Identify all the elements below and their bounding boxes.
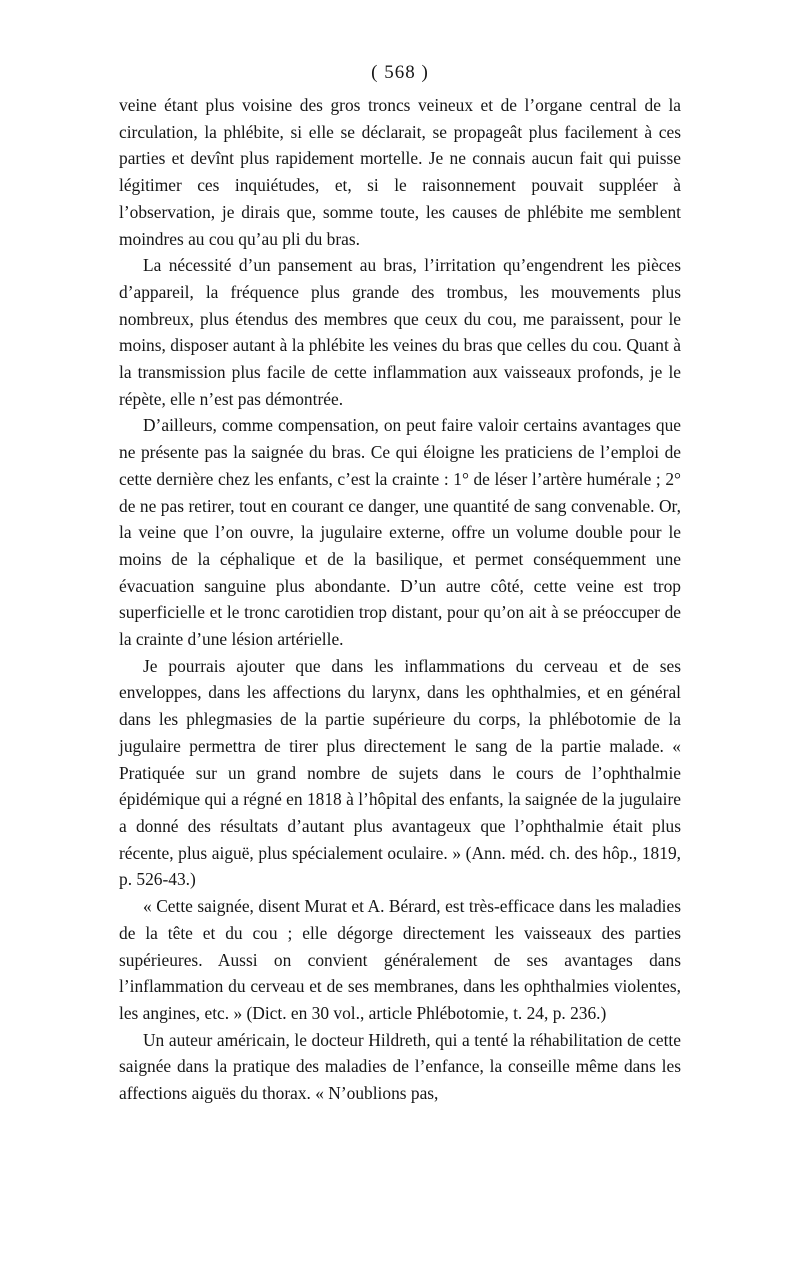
- book-page: [119, 58, 681, 1107]
- paragraph-inflammations: Je pourrais ajouter que dans les inflammations du cerveau et de ses enveloppes, dans les affections du larynx, dans les ophthalmies, et en général dans les phlegmasies de la partie supérieure du corps, la phlébotomie de la jugulaire permettra de tirer plus directement le sang de la partie malade. « Pratiquée sur un grand nombre de sujets dans le cours de l’ophthalmie épidémique qui a régné en 1818 à l’hôpital des enfants, la saignée de la jugulaire a donné des résultats d’autant plus avantageux que l’ophthalmie était plus récente, plus aiguë, plus spécialement oculaire. » (Ann. méd. ch. des hôp., 1819, p. 526-43.): [119, 655, 681, 890]
- paragraph-quotation: « Cette saignée, disent Murat et A. Bérard, est très-efficace dans les maladies de la tête et du cou ; elle dégorge directement les vaisseaux des parties supérieures. Aussi on convient généralement de ses avantages dans l’inflammation du cerveau et de ses membranes, dans les ophthalmies violentes, les angines, etc. » (Dict. en 30 vol., article Phlébotomie, t. 24, p. 236.): [119, 896, 681, 1023]
- paragraph-bandage: La nécessité d’un pansement au bras, l’irritation qu’engendrent les pièces d’appareil, la fréquence plus grande des trombus, les mouvements plus nombreux, plus étendus des membres que ceux du cou, me paraissent, pour le moins, disposer autant à la phlébite les veines du bras que celles du cou. Quant à la transmission plus facile de cette inflammation aux vaisseaux profonds, je le répète, elle n’est pas démontrée.: [119, 255, 681, 409]
- paragraph-advantages: D’ailleurs, comme compensation, on peut faire valoir certains avantages que ne présente pas la saignée du bras. Ce qui éloigne les praticiens de l’emploi de cette dernière chez les enfants, c’est la crainte : 1° de léser l’artère humérale ; 2° de ne pas retirer, tout en courant ce danger, une quantité de sang convenable. Or, la veine que l’on ouvre, la jugulaire externe, offre un volume double pour le moins de la céphalique et de la basilique, et permet conséquemment une évacuation sanguine plus abondante. D’un autre côté, cette veine est trop superficielle et le tronc carotidien trop distant, pour qu’on ait à se préoccuper de la crainte d’une lésion artérielle.: [119, 415, 681, 650]
- paragraph-hildreth: Un auteur américain, le docteur Hildreth, qui a tenté la réhabilitation de cette saignée dans la pratique des maladies de l’enfance, la conseille même dans les affections aiguës du thorax. « N’oublions pas,: [119, 1029, 681, 1104]
- paragraph-continuation: veine étant plus voisine des gros troncs veineux et de l’organe central de la circulation, la phlébite, si elle se déclarait, se propageât plus facilement à ces parties et devînt plus rapidement mortelle. Je ne connais aucun fait qui puisse légitimer ces inquiétudes, et, si le raisonnement pouvait suppléer à l’observation, je dirais que, somme toute, les causes de phlébite me semblent moindres au cou qu’au pli du bras.: [119, 95, 681, 249]
- page-number: ( 568 ): [371, 62, 429, 83]
